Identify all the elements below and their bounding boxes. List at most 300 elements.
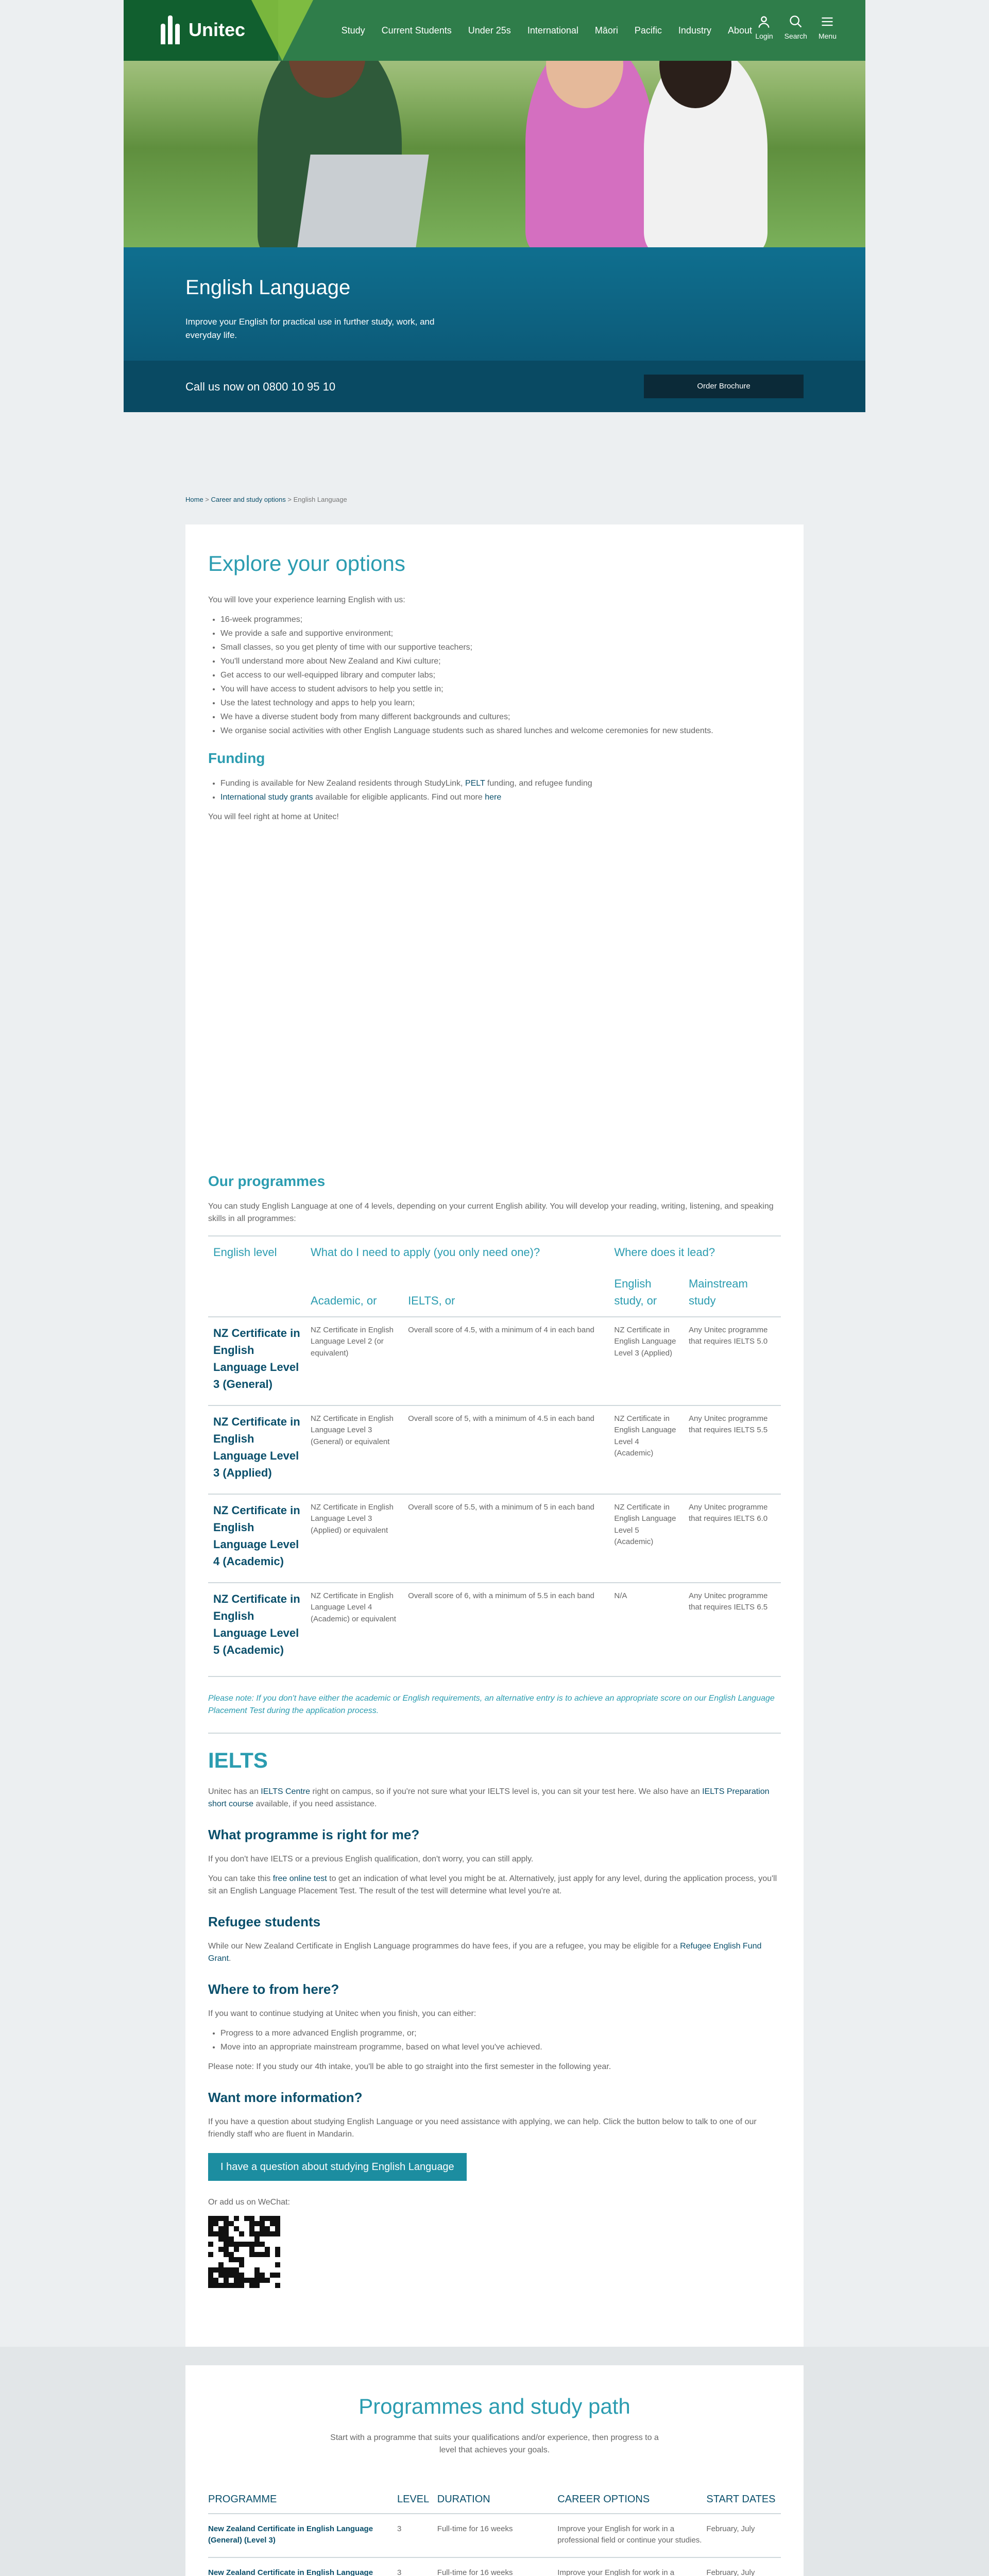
level-cell: 3	[397, 2514, 437, 2557]
qr-cell	[229, 2252, 234, 2257]
programme-link[interactable]: New Zealand Certificate in English Language (General) (Level 3)	[208, 2524, 373, 2545]
qr-cell	[254, 2242, 260, 2247]
qr-cell	[260, 2216, 265, 2221]
qr-cell	[260, 2252, 265, 2257]
qr-cell	[270, 2262, 275, 2267]
programme-link[interactable]: NZ Certificate in English Language Level 5 (Academic)	[213, 1592, 300, 1656]
col-academic: Academic, or	[311, 1294, 377, 1307]
right-programme-text-2	[208, 1873, 781, 1897]
qr-cell	[218, 2242, 224, 2247]
qr-cell	[244, 2278, 249, 2283]
level-cell: 3	[397, 2557, 437, 2576]
qr-cell	[265, 2221, 270, 2226]
qr-cell	[229, 2267, 234, 2273]
ielts-text-part: available, if you need assistance.	[253, 1799, 377, 1808]
study-path-title: Programmes and study path	[359, 2394, 630, 2418]
unitec-logo[interactable]	[161, 15, 245, 44]
qr-cell	[229, 2221, 234, 2226]
list-item	[220, 791, 781, 804]
qr-cell	[218, 2226, 224, 2231]
col-empty	[208, 1268, 305, 1317]
qr-cell	[229, 2278, 234, 2283]
programmes-table	[208, 1235, 781, 1671]
hamburger-icon	[820, 14, 834, 29]
qr-cell	[218, 2262, 224, 2267]
qr-cell	[213, 2236, 218, 2242]
english-cell: N/A	[609, 1583, 684, 1671]
qr-cell	[229, 2231, 234, 2236]
menu-label: Menu	[818, 32, 837, 40]
english-cell: NZ Certificate in English Language Level 4 (Academic)	[609, 1405, 684, 1494]
qr-cell	[208, 2247, 213, 2252]
mainstream-cell: Any Unitec programme that requires IELTS 6.5	[684, 1583, 781, 1671]
list-item: • We provide a safe and supportive environment;	[220, 628, 781, 640]
list-item: • Get access to our well-equipped library and computer labs;	[220, 669, 781, 682]
qr-cell	[254, 2247, 260, 2252]
programmes-note: Please note: If you don't have either the academic or English requirements, an alternative entry is to achieve an appropriate score on our English Language Placement Test during the application process.	[208, 1676, 781, 1717]
logo-text: Unitec	[189, 19, 246, 40]
qr-cell	[254, 2221, 260, 2226]
qr-cell	[275, 2226, 280, 2231]
qr-cell	[208, 2278, 213, 2283]
qr-cell	[244, 2252, 249, 2257]
qr-cell	[234, 2247, 239, 2252]
qr-cell	[244, 2273, 249, 2278]
page-title: English Language	[185, 276, 351, 299]
login-button[interactable]	[755, 14, 773, 42]
menu-button[interactable]	[819, 14, 837, 42]
academic-cell: NZ Certificate in English Language Level 3 (Applied) or equivalent	[305, 1494, 403, 1583]
funding-text: Funding is available for New Zealand residents through StudyLink,	[220, 778, 465, 788]
level-cell	[208, 1583, 305, 1671]
study-path-table	[208, 2485, 781, 2576]
nav-pacific[interactable]: Pacific	[634, 25, 662, 36]
qr-cell	[213, 2267, 218, 2273]
qr-cell	[234, 2257, 239, 2262]
wechat-qr-code	[208, 2216, 280, 2288]
qr-cell	[234, 2231, 239, 2236]
where-text: If you want to continue studying at Unitec when you finish, you can either:	[208, 2009, 476, 2018]
qr-cell	[213, 2283, 218, 2288]
nav-international[interactable]: International	[527, 25, 578, 36]
table-row	[208, 2514, 781, 2557]
table-row	[208, 1494, 781, 1583]
ielts-cell: Overall score of 4.5, with a minimum of 4 in each band	[403, 1317, 609, 1405]
qr-cell	[208, 2267, 213, 2273]
qr-cell	[260, 2221, 265, 2226]
table-row	[208, 1317, 781, 1405]
english-cell: NZ Certificate in English Language Level 5 (Academic)	[609, 1494, 684, 1583]
qr-cell	[249, 2221, 254, 2226]
qr-cell	[275, 2267, 280, 2273]
qr-cell	[229, 2226, 234, 2231]
qr-cell	[244, 2242, 249, 2247]
qr-cell	[265, 2257, 270, 2262]
qr-cell	[254, 2236, 260, 2242]
qr-cell	[275, 2221, 280, 2226]
qr-cell	[218, 2283, 224, 2288]
qr-cell	[239, 2216, 244, 2221]
qr-cell	[254, 2231, 260, 2236]
qr-cell	[270, 2252, 275, 2257]
ielts-title: IELTS	[208, 1733, 781, 1776]
qr-cell	[224, 2216, 229, 2221]
qr-cell	[265, 2216, 270, 2221]
qr-cell	[213, 2278, 218, 2283]
qr-cell	[275, 2273, 280, 2278]
qr-cell	[239, 2231, 244, 2236]
qr-cell	[244, 2226, 249, 2231]
qr-cell	[224, 2257, 229, 2262]
table-row	[208, 2557, 781, 2576]
qr-cell	[249, 2267, 254, 2273]
qr-cell	[260, 2226, 265, 2231]
qr-cell	[244, 2267, 249, 2273]
programme-link[interactable]: New Zealand Certificate in English Language	[208, 2568, 373, 2576]
qr-cell	[234, 2273, 239, 2278]
list-item: • We have a diverse student body from many different backgrounds and cultures;	[220, 711, 781, 723]
qr-cell	[234, 2252, 239, 2257]
mainstream-cell: Any Unitec programme that requires IELTS 5.5	[684, 1405, 781, 1494]
qr-cell	[260, 2231, 265, 2236]
page-subtitle: Improve your English for practical use in further study, work, and everyday life.	[185, 317, 435, 340]
qr-cell	[218, 2252, 224, 2257]
qr-cell	[265, 2267, 270, 2273]
col-career: CAREER OPTIONS	[557, 2485, 706, 2514]
qr-cell	[275, 2262, 280, 2267]
qr-cell	[239, 2247, 244, 2252]
qr-cell	[234, 2267, 239, 2273]
qr-cell	[254, 2273, 260, 2278]
right-programme-text: If you don't have IELTS or a previous English qualification, don't worry, you can still apply.	[208, 1854, 534, 1863]
qr-cell	[260, 2242, 265, 2247]
funding-title: Funding	[208, 750, 265, 766]
qr-cell	[260, 2278, 265, 2283]
qr-cell	[218, 2278, 224, 2283]
utility-nav	[755, 14, 837, 42]
login-label: Login	[755, 32, 773, 40]
qr-cell	[265, 2242, 270, 2247]
qr-cell	[260, 2262, 265, 2267]
qr-cell	[218, 2267, 224, 2273]
refugee-title: Refugee students	[208, 1913, 321, 1929]
start-cell: February, July	[706, 2514, 781, 2557]
funding-list	[220, 777, 781, 804]
qr-cell	[229, 2216, 234, 2221]
col-english-level: English level	[208, 1236, 305, 1268]
breadcrumb-sep: >	[285, 496, 294, 503]
programme-link[interactable]: NZ Certificate in English Language Level 3 (General)	[213, 1326, 300, 1391]
academic-cell: NZ Certificate in English Language Level 2 (or equivalent)	[305, 1317, 403, 1405]
qr-cell	[229, 2273, 234, 2278]
ielts-centre-link[interactable]: IELTS Centre	[261, 1787, 311, 1796]
programme-link[interactable]: NZ Certificate in English Language Level 4 (Academic)	[213, 1503, 300, 1568]
qr-cell	[213, 2252, 218, 2257]
col-mainstream: Mainstream study	[688, 1277, 748, 1307]
qr-cell	[218, 2221, 224, 2226]
duration-cell: Full-time for 16 weeks	[437, 2557, 558, 2576]
qr-cell	[244, 2257, 249, 2262]
table-row	[208, 1405, 781, 1494]
ielts-cell: Overall score of 6, with a minimum of 5.5 in each band	[403, 1583, 609, 1671]
qr-cell	[224, 2231, 229, 2236]
list-item: • Progress to a more advanced English programme, or;	[220, 2027, 781, 2040]
qr-cell	[265, 2273, 270, 2278]
qr-cell	[265, 2236, 270, 2242]
qr-cell	[249, 2226, 254, 2231]
breadcrumb	[124, 474, 865, 514]
qr-cell	[208, 2231, 213, 2236]
logo-accent	[251, 0, 313, 61]
qr-cell	[229, 2262, 234, 2267]
qr-cell	[224, 2273, 229, 2278]
qr-cell	[229, 2283, 234, 2288]
call-band	[124, 361, 865, 412]
col-apply: What do I need to apply (you only need one)?	[305, 1236, 609, 1268]
nav-industry[interactable]: Industry	[678, 25, 711, 36]
academic-cell: NZ Certificate in English Language Level 3 (General) or equivalent	[305, 1405, 403, 1494]
study-path-band	[0, 2347, 989, 2576]
find-out-more-link[interactable]: here	[485, 792, 502, 802]
nav-about[interactable]: About	[727, 25, 752, 36]
col-duration: DURATION	[437, 2485, 558, 2514]
qr-cell	[275, 2257, 280, 2262]
qr-cell	[249, 2216, 254, 2221]
nav-current-students[interactable]: Current Students	[381, 25, 452, 36]
list-item: • You will have access to student advisors to help you settle in;	[220, 683, 781, 696]
qr-cell	[244, 2283, 249, 2288]
qr-cell	[239, 2278, 244, 2283]
qr-cell	[260, 2273, 265, 2278]
qr-cell	[224, 2283, 229, 2288]
qr-cell	[208, 2216, 213, 2221]
list-item: • Move into an appropriate mainstream programme, based on what level you've achieved.	[220, 2041, 781, 2054]
qr-cell	[249, 2252, 254, 2257]
qr-cell	[254, 2262, 260, 2267]
feel-home-text: You will feel right at home at Unitec!	[208, 812, 339, 821]
qr-cell	[254, 2267, 260, 2273]
col-english-study: English study, or	[614, 1277, 657, 1307]
qr-cell	[265, 2262, 270, 2267]
qr-cell	[239, 2221, 244, 2226]
ielts-text-part: right on campus, so if you're not sure what your IELTS level is, you can sit your test here. We also have an	[310, 1787, 703, 1796]
text-part: to get an indication of what level you might be at. Alternatively, just apply for any level, during the application process, you'll sit an English Language Placement Test. The result of the test will determine what level you're at.	[208, 1874, 777, 1895]
qr-cell	[224, 2242, 229, 2247]
qr-cell	[208, 2262, 213, 2267]
qr-cell	[224, 2236, 229, 2242]
qr-cell	[208, 2257, 213, 2262]
explore-list	[220, 614, 781, 737]
qr-cell	[260, 2236, 265, 2242]
ielts-prep-link[interactable]: IELTS Preparation short course	[208, 1787, 770, 1808]
more-info-title: Want more information?	[208, 2089, 363, 2105]
right-programme-title: What programme is right for me?	[208, 1826, 420, 1842]
explore-title: Explore your options	[208, 551, 405, 575]
qr-cell	[234, 2242, 239, 2247]
col-programme: PROGRAMME	[208, 2485, 397, 2514]
qr-cell	[244, 2236, 249, 2242]
qr-cell	[213, 2273, 218, 2278]
order-brochure-button[interactable]	[644, 375, 804, 399]
qr-cell	[249, 2278, 254, 2283]
qr-cell	[213, 2257, 218, 2262]
breadcrumb-home[interactable]: Home	[185, 496, 203, 503]
qr-cell	[260, 2283, 265, 2288]
qr-cell	[249, 2231, 254, 2236]
qr-cell	[270, 2283, 275, 2288]
qr-cell	[239, 2273, 244, 2278]
wechat-text: Or add us on WeChat:	[208, 2197, 290, 2207]
qr-cell	[260, 2247, 265, 2252]
qr-cell	[229, 2242, 234, 2247]
qr-cell	[218, 2247, 224, 2252]
qr-cell	[265, 2278, 270, 2283]
call-text: Call us now on 0800 10 95 10	[185, 380, 336, 393]
qr-cell	[224, 2278, 229, 2283]
ielts-cell: Overall score of 5.5, with a minimum of 5 in each band	[403, 1494, 609, 1583]
qr-cell	[239, 2242, 244, 2247]
mainstream-cell: Any Unitec programme that requires IELTS 5.0	[684, 1317, 781, 1405]
table-subheader-row	[208, 1268, 781, 1317]
where-title: Where to from here?	[208, 1981, 339, 1997]
qr-cell	[265, 2231, 270, 2236]
qr-cell	[239, 2283, 244, 2288]
site-header	[124, 0, 865, 61]
qr-cell	[249, 2283, 254, 2288]
qr-cell	[265, 2252, 270, 2257]
qr-cell	[260, 2257, 265, 2262]
qr-cell	[234, 2226, 239, 2231]
qr-cell	[270, 2267, 275, 2273]
more-info-text: If you have a question about studying English Language or you need assistance with applying, we can help. Click the button below to talk to one of our friendly staff who are fluent in Mandarin.	[208, 2117, 757, 2139]
qr-cell	[244, 2221, 249, 2226]
qr-cell	[208, 2221, 213, 2226]
qr-cell	[213, 2242, 218, 2247]
qr-cell	[229, 2257, 234, 2262]
qr-cell	[239, 2267, 244, 2273]
qr-cell	[224, 2226, 229, 2231]
level-cell	[208, 1317, 305, 1405]
qr-cell	[224, 2252, 229, 2257]
funding-text: available for eligible applicants. Find out more	[313, 792, 485, 802]
start-cell: February, July	[706, 2557, 781, 2576]
study-path-intro: Start with a programme that suits your qualifications and/or experience, then progress to a level that achieves your goals.	[330, 2433, 659, 2454]
list-item: • 16-week programmes;	[220, 614, 781, 626]
qr-cell	[213, 2226, 218, 2231]
programme-link[interactable]: NZ Certificate in English Language Level 3 (Applied)	[213, 1415, 300, 1479]
qr-cell	[270, 2273, 275, 2278]
programme-cell	[208, 2514, 397, 2557]
qr-cell	[239, 2226, 244, 2231]
list-item	[220, 777, 781, 790]
study-grants-link[interactable]: International study grants	[220, 792, 313, 802]
refugee-fund-link[interactable]: Refugee English Fund Grant	[208, 1941, 762, 1963]
qr-cell	[218, 2257, 224, 2262]
programme-cell	[208, 2557, 397, 2576]
qr-cell	[234, 2221, 239, 2226]
nav-under-25s[interactable]: Under 25s	[468, 25, 511, 36]
qr-cell	[270, 2231, 275, 2236]
qr-cell	[239, 2257, 244, 2262]
table-header-row	[208, 2485, 781, 2514]
ielts-text	[208, 1786, 781, 1810]
qr-cell	[254, 2278, 260, 2283]
col-level: LEVEL	[397, 2485, 437, 2514]
pelt-link[interactable]: PELT	[465, 778, 485, 788]
breadcrumb-career[interactable]: Career and study options	[211, 496, 286, 503]
qr-cell	[213, 2262, 218, 2267]
unitec-logo-icon	[161, 15, 183, 44]
qr-cell	[265, 2283, 270, 2288]
qr-cell	[234, 2216, 239, 2221]
search-button[interactable]	[785, 14, 807, 42]
qr-cell	[254, 2226, 260, 2231]
qr-cell	[275, 2283, 280, 2288]
list-item: • Use the latest technology and apps to help you learn;	[220, 697, 781, 709]
refugee-text	[208, 1940, 781, 1965]
order-brochure-label: Order Brochure	[697, 381, 751, 391]
mainstream-cell: Any Unitec programme that requires IELTS 6.0	[684, 1494, 781, 1583]
free-online-test-link[interactable]: free online test	[272, 1874, 327, 1883]
main-nav	[342, 24, 752, 38]
qr-cell	[270, 2257, 275, 2262]
qr-cell	[249, 2242, 254, 2247]
qr-cell	[270, 2226, 275, 2231]
qr-cell	[254, 2257, 260, 2262]
nav-study[interactable]: Study	[341, 25, 365, 36]
level-cell	[208, 1494, 305, 1583]
qr-cell	[254, 2216, 260, 2221]
qr-cell	[275, 2242, 280, 2247]
nav-maori[interactable]: Māori	[594, 25, 618, 36]
qr-cell	[234, 2283, 239, 2288]
qr-cell	[275, 2231, 280, 2236]
qr-cell	[213, 2216, 218, 2221]
text-part: You can take this	[208, 1874, 273, 1883]
qr-cell	[249, 2262, 254, 2267]
programmes-title: Our programmes	[208, 1173, 326, 1189]
breadcrumb-sep: >	[203, 496, 211, 503]
qr-cell	[265, 2226, 270, 2231]
card-bottom-space	[208, 2288, 781, 2324]
qr-cell	[275, 2247, 280, 2252]
qr-cell	[218, 2236, 224, 2242]
qr-cell	[239, 2262, 244, 2267]
search-label: Search	[784, 32, 807, 40]
col-start-dates: START DATES	[706, 2485, 781, 2514]
qr-cell	[244, 2216, 249, 2221]
qr-cell	[218, 2216, 224, 2221]
ask-question-label: I have a question about studying English Language	[220, 2161, 454, 2173]
where-list	[220, 2027, 781, 2054]
duration-cell: Full-time for 16 weeks	[437, 2514, 558, 2557]
ask-question-button[interactable]	[208, 2153, 467, 2181]
qr-cell	[270, 2236, 275, 2242]
where-note: Please note: If you study our 4th intake, you'll be able to go straight into the first semester in the following year.	[208, 2062, 611, 2071]
user-icon	[757, 14, 771, 29]
study-path-card	[185, 2365, 804, 2576]
qr-cell	[270, 2221, 275, 2226]
qr-cell	[213, 2247, 218, 2252]
programmes-intro: You can study English Language at one of 4 levels, depending on your current English ability. You will develop your reading, writing, listening, and speaking skills in all programmes:	[208, 1201, 774, 1223]
qr-cell	[224, 2221, 229, 2226]
qr-cell	[244, 2231, 249, 2236]
qr-cell	[208, 2226, 213, 2231]
table-row	[208, 1583, 781, 1671]
qr-cell	[254, 2252, 260, 2257]
career-cell: Improve your English for work in a	[557, 2557, 706, 2576]
qr-cell	[229, 2236, 234, 2242]
